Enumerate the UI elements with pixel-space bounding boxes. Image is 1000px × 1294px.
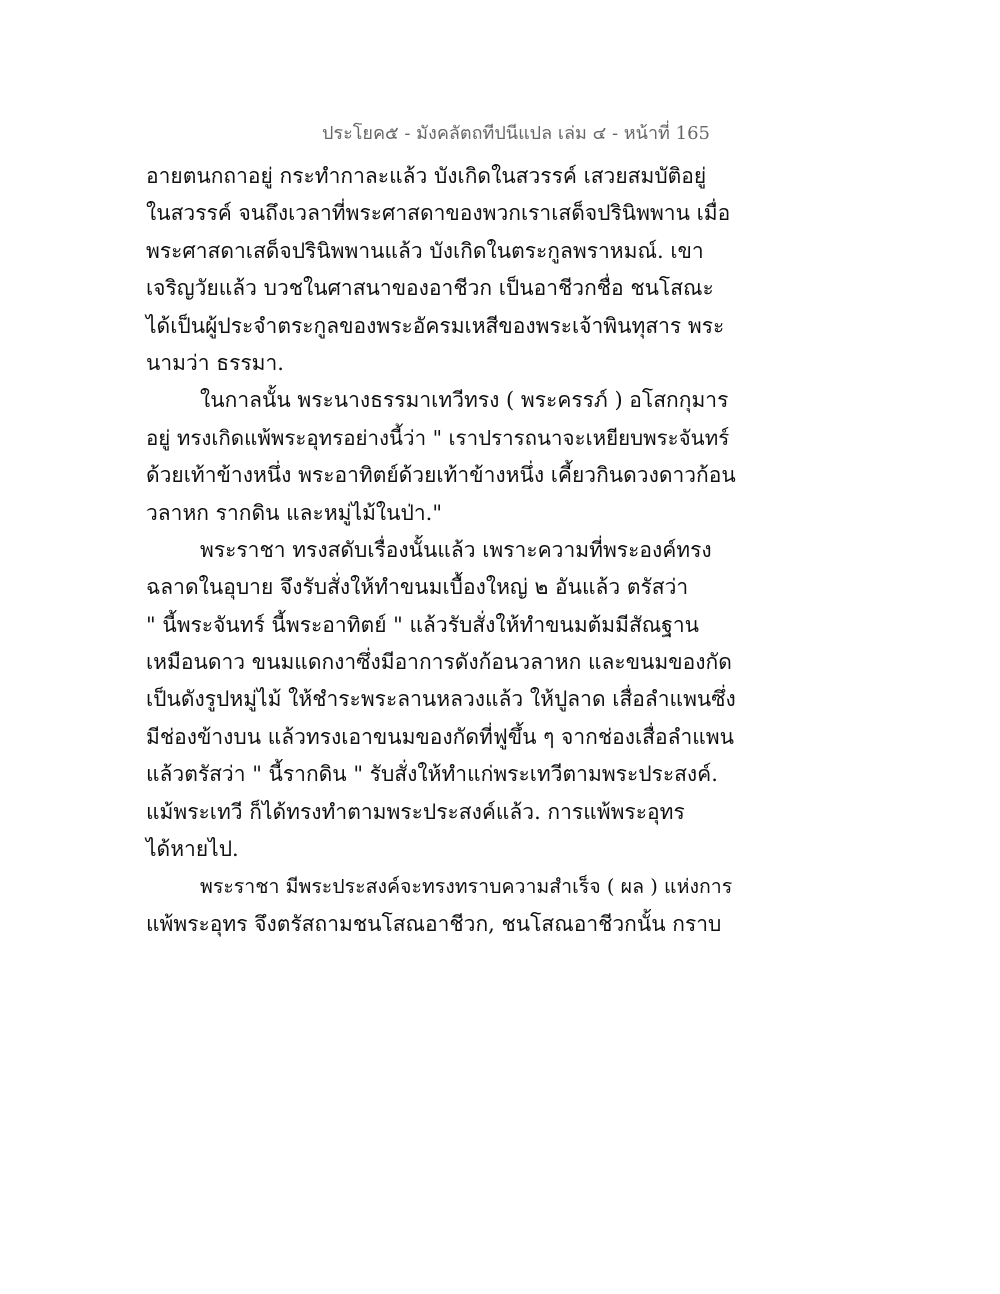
text-line: " นี้พระจันทร์ นี้พระอาทิตย์ " แล้วรับสั่งให้ทำขนมต้มมีสัณฐาน xyxy=(146,612,700,637)
text-line: ในกาลนั้น พระนางธรรมาเทวีทรง ( พระครรภ์ ) อโสกกุมาร xyxy=(200,388,729,413)
text-line: ด้วยเท้าข้างหนึ่ง พระอาทิตย์ด้วยเท้าข้างหนึ่ง เคี้ยวกินดวงดาวก้อน xyxy=(146,463,736,488)
text-line: แล้วตรัสว่า " นี้รากดิน " รับสั่งให้ทำแก่พระเทวีตามพระประสงค์. xyxy=(146,762,718,787)
paragraph xyxy=(146,158,736,382)
text-line: ได้เป็นผู้ประจำตระกูลของพระอัครมเหสีของพระเจ้าพินทุสาร พระ xyxy=(146,313,725,338)
text-line: เจริญวัยแล้ว บวชในศาสนาของอาชีวก เป็นอาชีวกชื่อ ชนโสณะ xyxy=(146,276,714,301)
text-line: ในสวรรค์ จนถึงเวลาที่พระศาสดาของพวกเราเสด็จปรินิพพาน เมื่อ xyxy=(146,201,731,226)
text-line: มีช่องข้างบน แล้วทรงเอาขนมของกัดที่ฟูขึ้น ๆ จากช่องเสื่อลำแพน xyxy=(146,724,734,749)
text-line: พระศาสดาเสด็จปรินิพพานแล้ว บังเกิดในตระกูลพราหมณ์. เขา xyxy=(146,238,704,263)
text-line: ได้หายไป. xyxy=(146,837,239,862)
text-line: ฉลาดในอุบาย จึงรับสั่งให้ทำขนมเบื้องใหญ่ ๒ อันแล้ว ตรัสว่า xyxy=(146,575,689,600)
paragraph xyxy=(146,868,736,943)
text-line: แม้พระเทวี ก็ได้ทรงทำตามพระประสงค์แล้ว. การแพ้พระอุทร xyxy=(146,799,685,824)
body-text xyxy=(146,158,736,943)
text-line: พระราชา ทรงสดับเรื่องนั้นแล้ว เพราะความที่พระองค์ทรง xyxy=(200,537,712,562)
text-line: แพ้พระอุทร จึงตรัสถามชนโสณอาชีวก, ชนโสณอาชีวกนั้น กราบ xyxy=(146,911,722,936)
running-head: ประโยค๕ - มังคลัตถทีปนีแปล เล่ม ๔ - หน้าที่ 165 xyxy=(322,123,710,144)
paragraph xyxy=(146,382,736,532)
text-line: อยู่ ทรงเกิดแพ้พระอุทรอย่างนี้ว่า " เราปรารถนาจะเหยียบพระจันทร์ xyxy=(146,425,730,450)
paragraph xyxy=(146,532,736,869)
text-line: เป็นดังรูปหมู่ไม้ ให้ชำระพระลานหลวงแล้ว ให้ปูลาด เสื่อลำแพนซึ่ง xyxy=(146,687,736,712)
text-line: พระราชา มีพระประสงค์จะทรงทราบความสำเร็จ ( ผล ) แห่งการ xyxy=(200,875,733,899)
text-line: นามว่า ธรรมา. xyxy=(146,350,284,375)
text-line: วลาหก รากดิน และหมู่ไม้ในป่า." xyxy=(146,500,442,525)
text-line: อายตนกถาอยู่ กระทำกาละแล้ว บังเกิดในสวรรค์ เสวยสมบัติอยู่ xyxy=(146,164,707,188)
text-line: เหมือนดาว ขนมแดกงาซึ่งมีอาการดังก้อนวลาหก และขนมของกัด xyxy=(146,650,732,675)
